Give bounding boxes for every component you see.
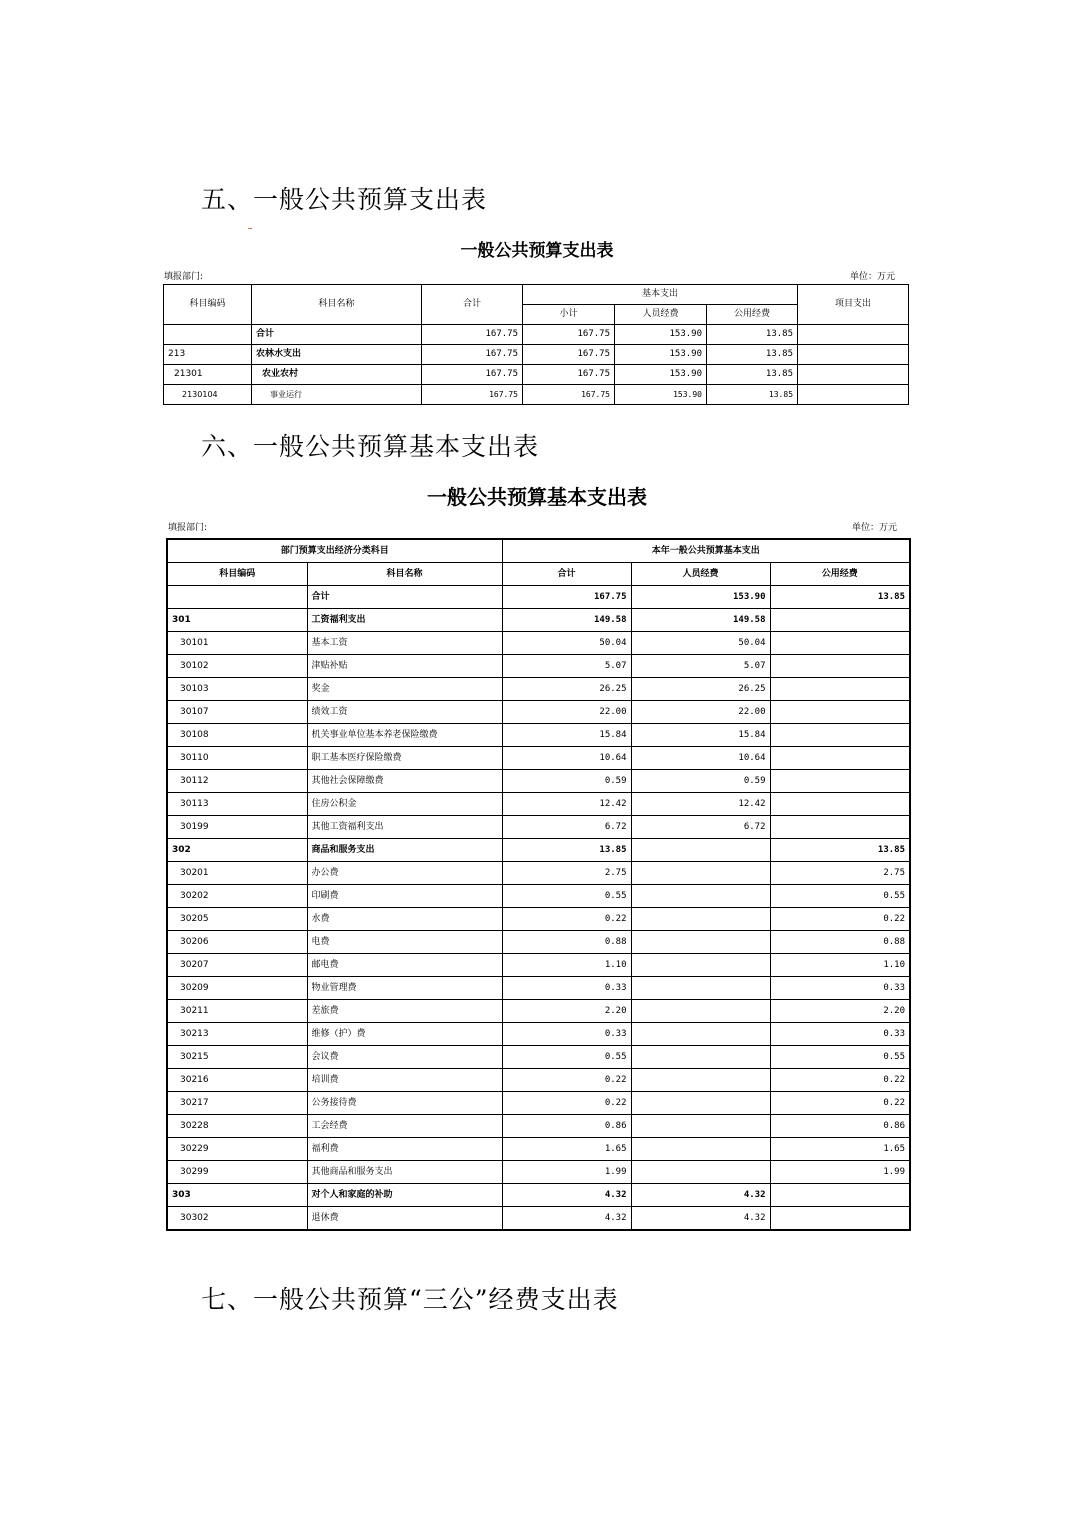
cell-public xyxy=(770,793,910,816)
cell-total: 167.75 xyxy=(422,385,523,405)
section6-unit-label: 单位：万元 xyxy=(852,523,898,533)
table-row xyxy=(167,724,910,747)
cell-code: 213 xyxy=(164,345,252,365)
header-public: 公用经费 xyxy=(707,305,798,325)
table-row xyxy=(167,954,910,977)
cell-name: 机关事业单位基本养老保险缴费 xyxy=(307,724,502,747)
cell-code: 30110 xyxy=(167,747,307,770)
table-row xyxy=(167,655,910,678)
table-row xyxy=(167,770,910,793)
cell-public: 13.85 xyxy=(707,385,798,405)
cell-total: 50.04 xyxy=(502,632,631,655)
cell-public xyxy=(770,724,910,747)
cell-public: 0.22 xyxy=(770,1092,910,1115)
header-name: 科目名称 xyxy=(252,285,422,325)
cell-public: 13.85 xyxy=(707,365,798,385)
section5-heading: 五、一般公共预算支出表 xyxy=(201,185,488,214)
cell-public: 2.75 xyxy=(770,862,910,885)
header-total: 合计 xyxy=(502,563,631,586)
cell-public: 0.86 xyxy=(770,1115,910,1138)
cell-project xyxy=(798,365,909,385)
section5-table-title: 一般公共预算支出表 xyxy=(460,241,614,261)
cell-personnel: 15.84 xyxy=(631,724,770,747)
cell-name: 物业管理费 xyxy=(307,977,502,1000)
cell-public xyxy=(770,655,910,678)
cell-public xyxy=(770,1184,910,1207)
cell-total: 0.86 xyxy=(502,1115,631,1138)
cell-personnel: 5.07 xyxy=(631,655,770,678)
cell-total: 22.00 xyxy=(502,701,631,724)
section6-table-title: 一般公共预算基本支出表 xyxy=(427,485,647,509)
cell-subtotal: 167.75 xyxy=(523,385,615,405)
cell-name: 水费 xyxy=(307,908,502,931)
cell-code: 30113 xyxy=(167,793,307,816)
cell-total: 26.25 xyxy=(502,678,631,701)
cell-code: 30217 xyxy=(167,1092,307,1115)
cell-total: 12.42 xyxy=(502,793,631,816)
table-row xyxy=(164,385,909,405)
table-row xyxy=(167,793,910,816)
cell-name: 对个人和家庭的补助 xyxy=(307,1184,502,1207)
header-personnel: 人员经费 xyxy=(615,305,707,325)
cell-public: 2.20 xyxy=(770,1000,910,1023)
cell-public xyxy=(770,770,910,793)
cell-public: 13.85 xyxy=(707,345,798,365)
cell-personnel: 4.32 xyxy=(631,1207,770,1231)
header-code: 科目编码 xyxy=(167,563,307,586)
cell-personnel: 153.90 xyxy=(615,345,707,365)
cell-personnel xyxy=(631,862,770,885)
cell-total: 15.84 xyxy=(502,724,631,747)
decorative-mark xyxy=(248,228,252,229)
cell-total: 0.22 xyxy=(502,1092,631,1115)
header-code: 科目编码 xyxy=(164,285,252,325)
table-row xyxy=(167,632,910,655)
cell-total: 167.75 xyxy=(502,586,631,609)
table-row xyxy=(164,325,909,345)
cell-name: 农林水支出 xyxy=(252,345,422,365)
table-row xyxy=(167,586,910,609)
table-row xyxy=(167,701,910,724)
header-basic: 基本支出 xyxy=(523,285,798,305)
cell-public: 0.88 xyxy=(770,931,910,954)
table-row xyxy=(167,1092,910,1115)
cell-personnel: 153.90 xyxy=(615,365,707,385)
cell-public: 0.22 xyxy=(770,1069,910,1092)
cell-code: 30299 xyxy=(167,1161,307,1184)
section6-table xyxy=(166,538,911,1231)
cell-code: 30216 xyxy=(167,1069,307,1092)
header-project: 项目支出 xyxy=(798,285,909,325)
cell-total: 0.33 xyxy=(502,1023,631,1046)
cell-name: 维修（护）费 xyxy=(307,1023,502,1046)
cell-public: 0.33 xyxy=(770,977,910,1000)
cell-name: 基本工资 xyxy=(307,632,502,655)
cell-total: 4.32 xyxy=(502,1207,631,1231)
cell-code: 30205 xyxy=(167,908,307,931)
cell-personnel xyxy=(631,1069,770,1092)
cell-total: 0.33 xyxy=(502,977,631,1000)
cell-total: 167.75 xyxy=(422,345,523,365)
cell-total: 10.64 xyxy=(502,747,631,770)
table-row xyxy=(167,862,910,885)
cell-personnel xyxy=(631,1161,770,1184)
cell-name: 退休费 xyxy=(307,1207,502,1231)
cell-name: 印刷费 xyxy=(307,885,502,908)
cell-personnel: 153.90 xyxy=(615,325,707,345)
table-row xyxy=(167,1161,910,1184)
cell-public xyxy=(770,701,910,724)
cell-public xyxy=(770,609,910,632)
cell-project xyxy=(798,325,909,345)
cell-personnel: 12.42 xyxy=(631,793,770,816)
section5-unit-label: 单位：万元 xyxy=(850,272,896,282)
header-subtotal: 小计 xyxy=(523,305,615,325)
table-row xyxy=(167,1207,910,1231)
cell-personnel xyxy=(631,931,770,954)
cell-personnel: 10.64 xyxy=(631,747,770,770)
cell-subtotal: 167.75 xyxy=(523,365,615,385)
cell-total: 149.58 xyxy=(502,609,631,632)
cell-project xyxy=(798,345,909,365)
cell-name: 会议费 xyxy=(307,1046,502,1069)
cell-code: 30202 xyxy=(167,885,307,908)
table-row xyxy=(167,977,910,1000)
header-group-left: 部门预算支出经济分类科目 xyxy=(167,539,502,563)
section5-table xyxy=(163,284,909,405)
cell-public xyxy=(770,632,910,655)
cell-total: 2.20 xyxy=(502,1000,631,1023)
cell-name: 其他工资福利支出 xyxy=(307,816,502,839)
cell-total: 0.22 xyxy=(502,1069,631,1092)
cell-name: 住房公积金 xyxy=(307,793,502,816)
cell-code: 30101 xyxy=(167,632,307,655)
cell-name: 差旅费 xyxy=(307,1000,502,1023)
table-row xyxy=(164,345,909,365)
cell-public xyxy=(770,678,910,701)
cell-name: 培训费 xyxy=(307,1069,502,1092)
cell-public: 0.33 xyxy=(770,1023,910,1046)
cell-total: 0.55 xyxy=(502,1046,631,1069)
cell-personnel: 6.72 xyxy=(631,816,770,839)
cell-personnel: 4.32 xyxy=(631,1184,770,1207)
cell-total: 5.07 xyxy=(502,655,631,678)
table-row xyxy=(167,678,910,701)
cell-personnel xyxy=(631,1138,770,1161)
section5-dept-label: 填报部门: xyxy=(164,272,204,282)
cell-personnel xyxy=(631,1092,770,1115)
cell-total: 0.55 xyxy=(502,885,631,908)
table-row xyxy=(167,609,910,632)
cell-personnel: 50.04 xyxy=(631,632,770,655)
cell-total: 6.72 xyxy=(502,816,631,839)
section6-dept-label: 填报部门: xyxy=(168,523,208,533)
cell-personnel: 153.90 xyxy=(631,586,770,609)
header-personnel: 人员经费 xyxy=(631,563,770,586)
header-public: 公用经费 xyxy=(770,563,910,586)
cell-name: 电费 xyxy=(307,931,502,954)
cell-code: 30206 xyxy=(167,931,307,954)
cell-name: 工会经费 xyxy=(307,1115,502,1138)
cell-public: 0.55 xyxy=(770,885,910,908)
cell-total: 1.65 xyxy=(502,1138,631,1161)
cell-personnel xyxy=(631,1115,770,1138)
cell-total: 2.75 xyxy=(502,862,631,885)
header-group-right: 本年一般公共预算基本支出 xyxy=(502,539,910,563)
cell-code: 30112 xyxy=(167,770,307,793)
cell-code: 30215 xyxy=(167,1046,307,1069)
section6-heading: 六、一般公共预算基本支出表 xyxy=(201,432,540,461)
cell-name: 职工基本医疗保险缴费 xyxy=(307,747,502,770)
cell-public: 1.65 xyxy=(770,1138,910,1161)
cell-name: 奖金 xyxy=(307,678,502,701)
cell-personnel xyxy=(631,1000,770,1023)
cell-code: 30229 xyxy=(167,1138,307,1161)
cell-total: 0.88 xyxy=(502,931,631,954)
cell-code: 303 xyxy=(167,1184,307,1207)
cell-public: 1.10 xyxy=(770,954,910,977)
cell-public: 0.22 xyxy=(770,908,910,931)
cell-code: 30302 xyxy=(167,1207,307,1231)
cell-code: 30201 xyxy=(167,862,307,885)
cell-name: 其他商品和服务支出 xyxy=(307,1161,502,1184)
table-row xyxy=(167,1046,910,1069)
cell-personnel xyxy=(631,1023,770,1046)
cell-code: 30107 xyxy=(167,701,307,724)
cell-name: 合计 xyxy=(307,586,502,609)
cell-project xyxy=(798,385,909,405)
cell-public: 13.85 xyxy=(770,839,910,862)
cell-public: 13.85 xyxy=(707,325,798,345)
table-row xyxy=(167,1184,910,1207)
cell-personnel xyxy=(631,885,770,908)
cell-code xyxy=(164,325,252,345)
cell-personnel: 26.25 xyxy=(631,678,770,701)
table-row xyxy=(167,1138,910,1161)
cell-personnel xyxy=(631,839,770,862)
table-row xyxy=(167,1000,910,1023)
cell-personnel: 0.59 xyxy=(631,770,770,793)
cell-personnel xyxy=(631,954,770,977)
cell-name: 工资福利支出 xyxy=(307,609,502,632)
cell-public xyxy=(770,747,910,770)
cell-public xyxy=(770,1207,910,1231)
table-row xyxy=(167,931,910,954)
cell-code: 30102 xyxy=(167,655,307,678)
cell-personnel: 149.58 xyxy=(631,609,770,632)
cell-subtotal: 167.75 xyxy=(523,325,615,345)
cell-code: 301 xyxy=(167,609,307,632)
cell-public xyxy=(770,816,910,839)
cell-total: 1.99 xyxy=(502,1161,631,1184)
cell-total: 0.59 xyxy=(502,770,631,793)
cell-public: 13.85 xyxy=(770,586,910,609)
cell-total: 0.22 xyxy=(502,908,631,931)
cell-name: 商品和服务支出 xyxy=(307,839,502,862)
cell-public: 1.99 xyxy=(770,1161,910,1184)
cell-code xyxy=(167,586,307,609)
table-row xyxy=(167,816,910,839)
cell-subtotal: 167.75 xyxy=(523,345,615,365)
cell-code: 30103 xyxy=(167,678,307,701)
table-row xyxy=(167,1023,910,1046)
cell-personnel xyxy=(631,977,770,1000)
cell-code: 30211 xyxy=(167,1000,307,1023)
table-row xyxy=(167,839,910,862)
cell-code: 2130104 xyxy=(164,385,252,405)
table-row xyxy=(167,1069,910,1092)
cell-personnel: 153.90 xyxy=(615,385,707,405)
header-total: 合计 xyxy=(422,285,523,325)
table-row xyxy=(167,747,910,770)
cell-name: 邮电费 xyxy=(307,954,502,977)
cell-name: 津贴补贴 xyxy=(307,655,502,678)
cell-name: 公务接待费 xyxy=(307,1092,502,1115)
cell-total: 167.75 xyxy=(422,325,523,345)
cell-name: 其他社会保障缴费 xyxy=(307,770,502,793)
cell-code: 30228 xyxy=(167,1115,307,1138)
cell-code: 30108 xyxy=(167,724,307,747)
cell-name: 绩效工资 xyxy=(307,701,502,724)
cell-code: 21301 xyxy=(164,365,252,385)
cell-code: 302 xyxy=(167,839,307,862)
cell-code: 30207 xyxy=(167,954,307,977)
cell-code: 30213 xyxy=(167,1023,307,1046)
cell-code: 30199 xyxy=(167,816,307,839)
cell-public: 0.55 xyxy=(770,1046,910,1069)
header-name: 科目名称 xyxy=(307,563,502,586)
table-row xyxy=(167,908,910,931)
cell-name: 福利费 xyxy=(307,1138,502,1161)
cell-name: 农业农村 xyxy=(252,365,422,385)
cell-total: 4.32 xyxy=(502,1184,631,1207)
cell-name: 办公费 xyxy=(307,862,502,885)
table-row xyxy=(164,365,909,385)
cell-personnel xyxy=(631,1046,770,1069)
cell-total: 13.85 xyxy=(502,839,631,862)
table-row xyxy=(167,885,910,908)
cell-personnel: 22.00 xyxy=(631,701,770,724)
cell-total: 167.75 xyxy=(422,365,523,385)
cell-code: 30209 xyxy=(167,977,307,1000)
table-row xyxy=(167,1115,910,1138)
cell-name: 事业运行 xyxy=(252,385,422,405)
cell-personnel xyxy=(631,908,770,931)
cell-name: 合计 xyxy=(252,325,422,345)
section7-heading: 七、一般公共预算“三公”经费支出表 xyxy=(201,1285,619,1314)
cell-total: 1.10 xyxy=(502,954,631,977)
